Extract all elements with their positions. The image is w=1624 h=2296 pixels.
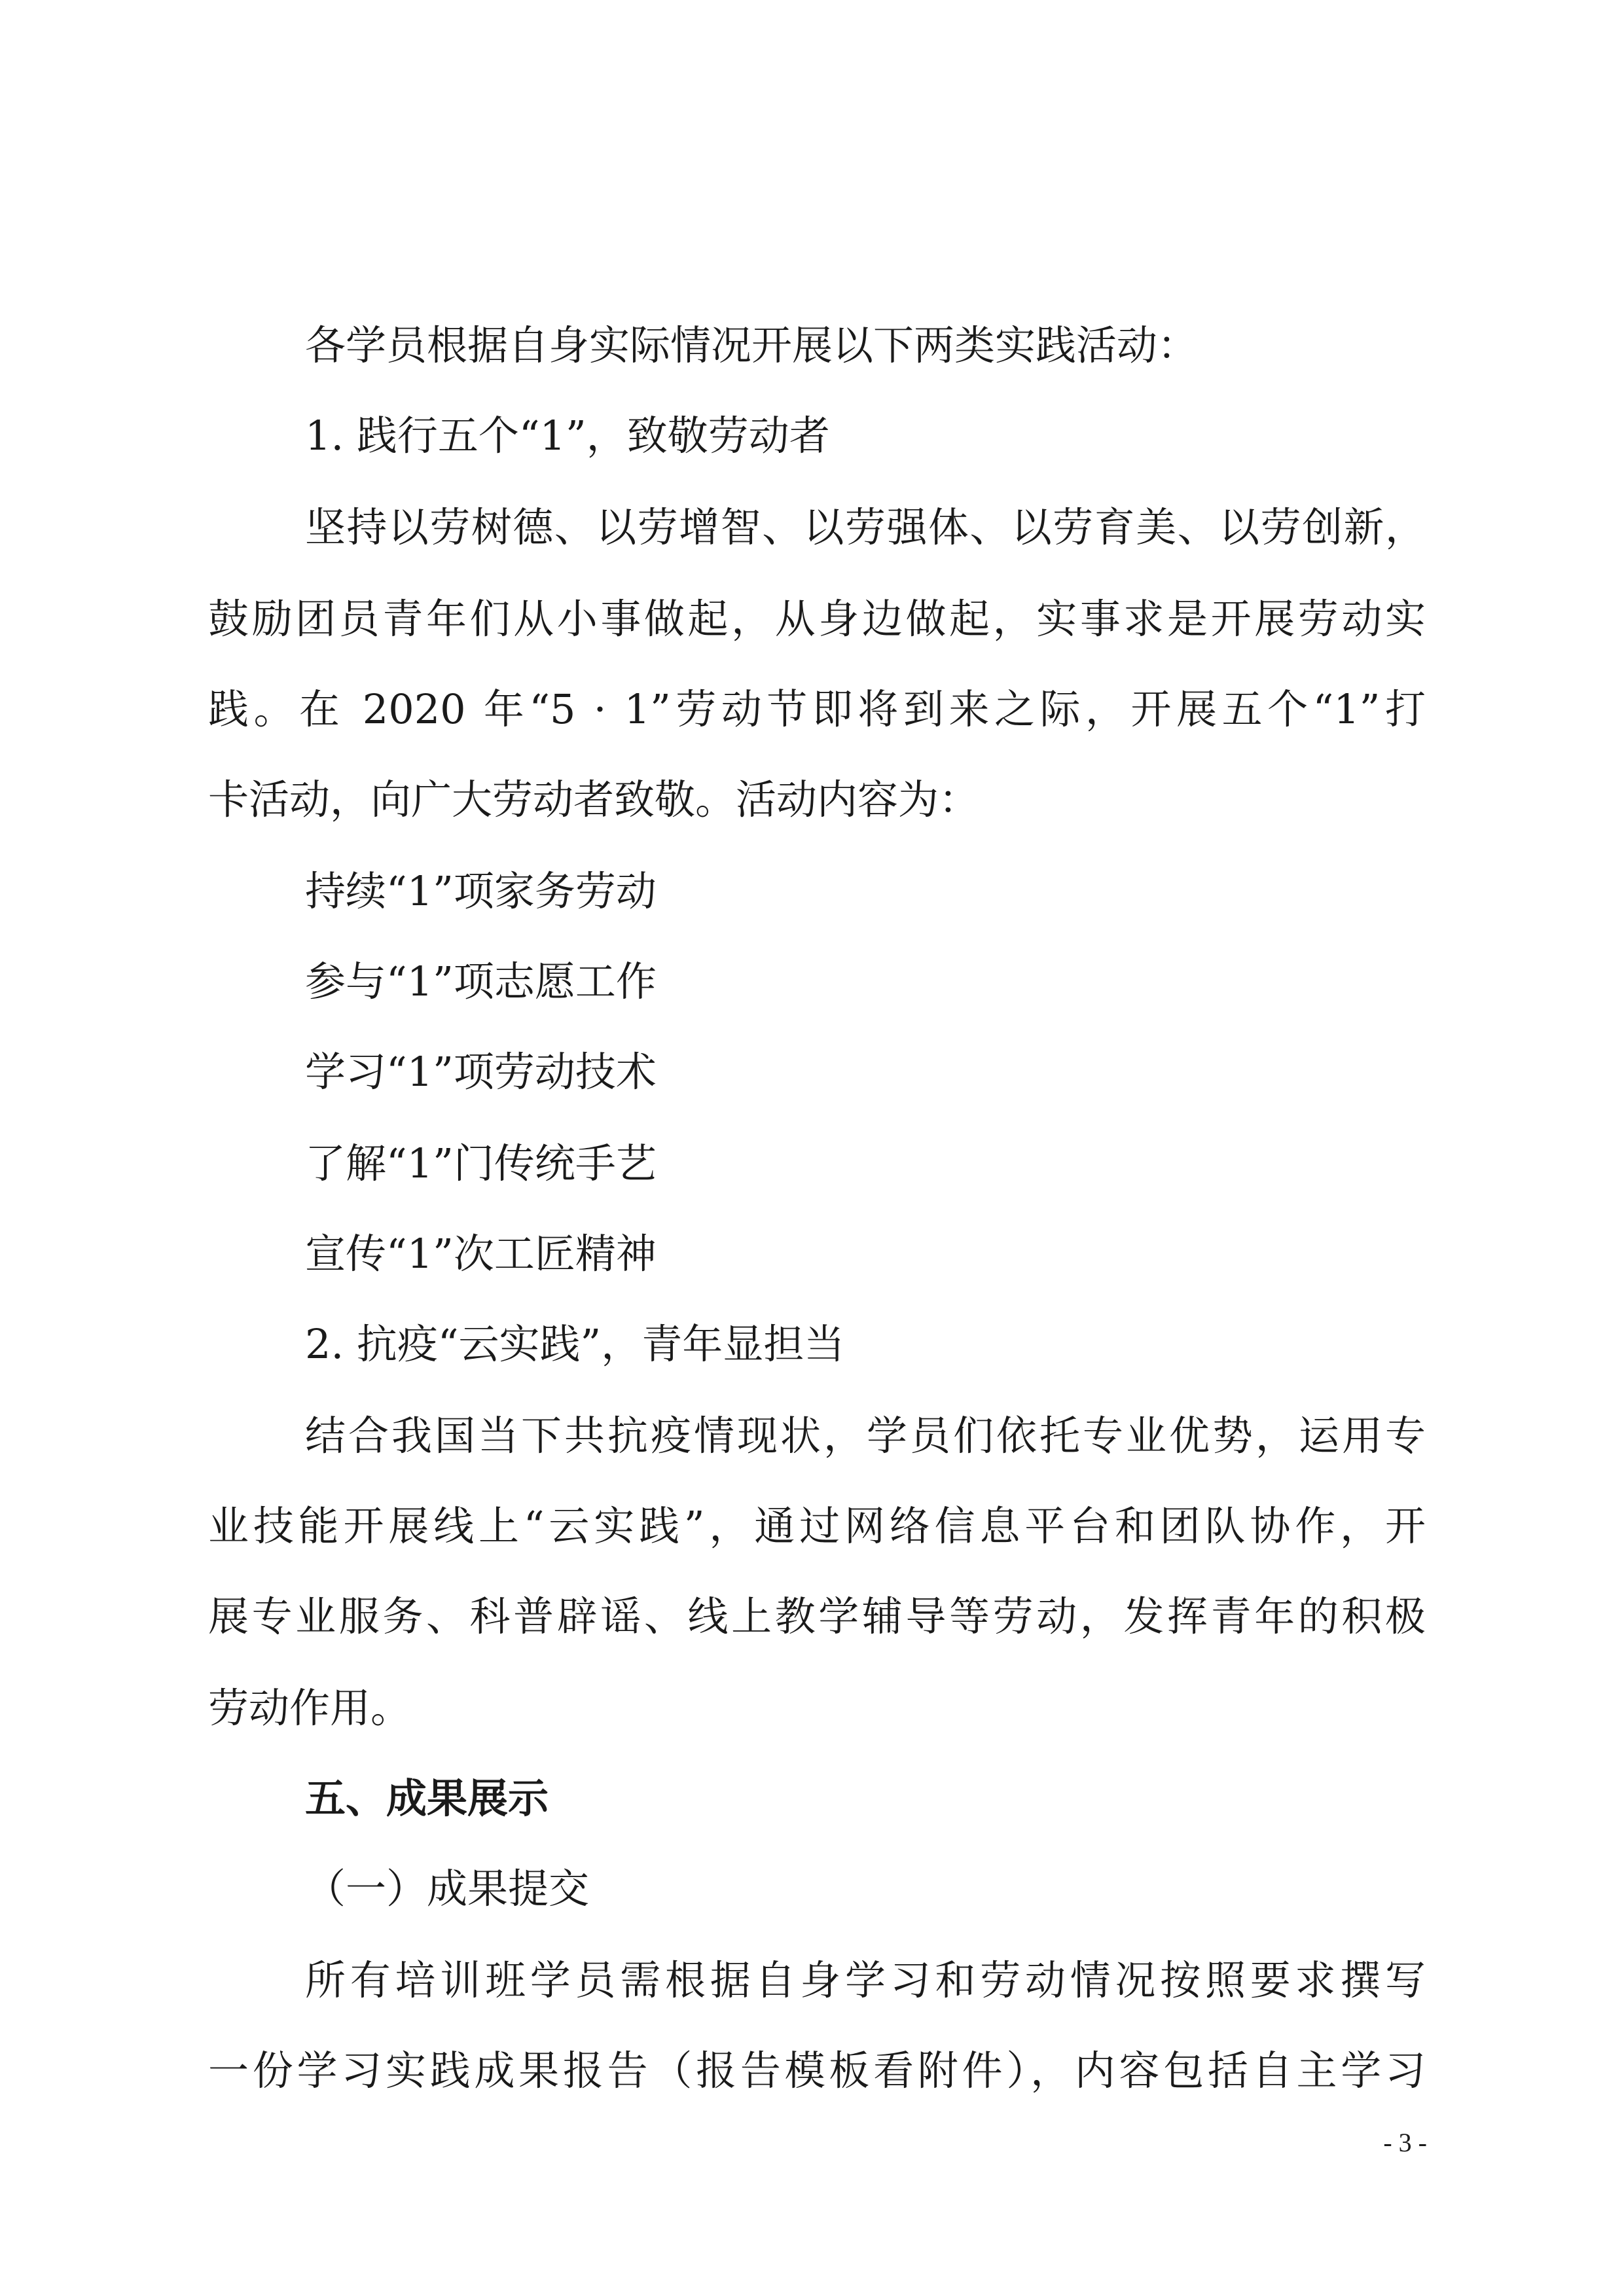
activity-item-1: 持续“1”项家务劳动	[305, 867, 657, 915]
subsection-1-heading: （一）成果提交	[305, 1865, 590, 1912]
para2-line-3: 展专业服务、科普辟谣、线上教学辅导等劳动，发挥青年的积极	[208, 1592, 1426, 1640]
para1-line-4: 卡活动，向广大劳动者致敬。活动内容为：	[208, 776, 980, 823]
para3-line-2: 一份学习实践成果报告（报告模板看附件），内容包括自主学习	[208, 2047, 1426, 2094]
section-5-heading: 五、成果展示	[305, 1774, 549, 1822]
para2-line-4: 劳动作用。	[208, 1684, 412, 1732]
para1-line-1: 坚持以劳树德、以劳增智、以劳强体、以劳育美、以劳创新，	[305, 503, 1426, 551]
para1-line-3: 践。在 2020 年“5 · 1”劳动节即将到来之际，开展五个“1”打	[208, 685, 1426, 733]
page-number: - 3 -	[1383, 2128, 1427, 2157]
para2-line-2: 业技能开展线上“云实践”，通过网络信息平台和团队协作，开	[208, 1502, 1426, 1550]
para3-line-1: 所有培训班学员需根据自身学习和劳动情况按照要求撰写	[305, 1956, 1426, 2004]
intro-text: 各学员根据自身实际情况开展以下两类实践活动：	[305, 321, 1199, 369]
para1-line-2: 鼓励团员青年们从小事做起，从身边做起，实事求是开展劳动实	[208, 595, 1426, 643]
activity-item-4: 了解“1”门传统手艺	[305, 1139, 657, 1187]
activity-item-5: 宣传“1”次工匠精神	[305, 1230, 657, 1278]
item1-heading: 1. 践行五个“1”，致敬劳动者	[305, 412, 830, 459]
activity-item-2: 参与“1”项志愿工作	[305, 958, 657, 1005]
activity-item-3: 学习“1”项劳动技术	[305, 1048, 657, 1096]
para2-line-1: 结合我国当下共抗疫情现状，学员们依托专业优势，运用专	[305, 1412, 1426, 1460]
item2-heading: 2. 抗疫“云实践”，青年显担当	[305, 1320, 845, 1368]
